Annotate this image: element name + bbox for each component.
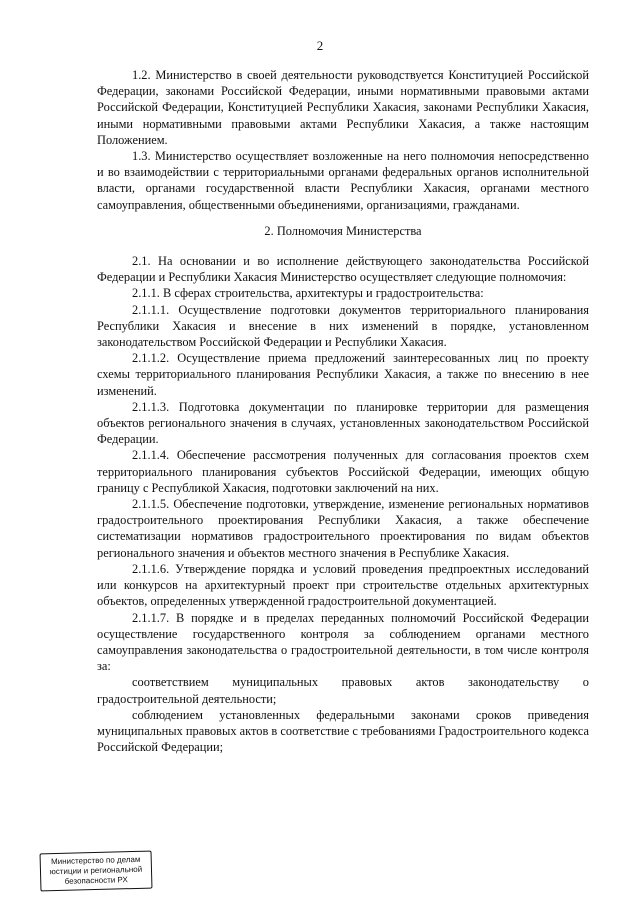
stamp-line-3: безопасности РХ xyxy=(64,875,128,886)
registration-stamp xyxy=(40,851,153,892)
paragraph-2-1-1-7: 2.1.1.7. В порядке и в пределах переданных полномочий Российской Федерации осуществление государственного контроля за соблюдением органами местного самоуправления законодательства о градостроительной деятельности, в том числе контроля за: xyxy=(97,610,589,674)
stamp-line-1: Министерство по делам xyxy=(50,854,141,867)
section-heading: 2. Полномочия Министерства xyxy=(264,223,422,238)
paragraph-1-3: 1.3. Министерство осуществляет возложенные на него полномочия непосредственно и во взаимодействии с территориальными органами федеральных органов исполнительной власти, органами государственной власти Республики Хакасия, органами местного самоуправления, общественными объединениями, организациями, гражданами. xyxy=(97,149,589,212)
page-number: 2 xyxy=(316,38,324,53)
control-item-2: соблюдением установленных федеральными законами сроков приведения муниципальных правовых актов в соответствие с требованиями Градостроительного кодекса Российской Федерации; xyxy=(97,707,589,755)
stamp-line-2: юстиции и региональной xyxy=(49,864,143,877)
paragraph-2-1-1: 2.1.1. В сферах строительства, архитектуры и градостроительства: xyxy=(132,286,484,301)
paragraph-1-2: 1.2. Министерство в своей деятельности руководствуется Конституцией Российской Федерации, законами Российской Федерации, иными нормативными правовыми актами Российской Федерации, Конституцией Республики Хакасия, законами Республики Хакасия, иными нормативными правовыми актами Республики Хакасия, а также настоящим Положением. xyxy=(97,68,589,147)
paragraph-2-1-1-6: 2.1.1.6. Утверждение порядка и условий проведения предпроектных исследований или конкурсов на архитектурный проект при строительстве отдельных архитектурных объектов, определенных утвержденной градостроительной документацией. xyxy=(97,561,589,609)
paragraph-2-1-1-1: 2.1.1.1. Осуществление подготовки документов территориального планирования Республики Хакасия и внесение в них изменений в порядке, установленном законодательством Российской Федерации и Республики Хакасия. xyxy=(97,302,589,350)
paragraph-2-1-1-3: 2.1.1.3. Подготовка документации по планировке территории для размещения объектов регионального значения в случаях, установленных законодательством Российской Федерации. xyxy=(97,399,589,447)
control-item-1: соответствием муниципальных правовых актов законодательству о градостроительной деятельности; xyxy=(97,675,589,706)
paragraph-2-1-1-2: 2.1.1.2. Осуществление приема предложений заинтересованных лиц по проекту схемы территориального планирования Республики Хакасия, а также по внесению в нее изменений. xyxy=(97,351,589,398)
paragraph-2-1-1-4: 2.1.1.4. Обеспечение рассмотрения полученных для согласования проектов схем территориального планирования субъектов Российской Федерации, имеющих общую границу с Республикой Хакасия, подготовки заключений на них. xyxy=(97,448,589,495)
paragraph-2-1: 2.1. На основании и во исполнение действующего законодательства Российской Федерации и Республики Хакасия Министерство осуществляет следующие полномочия: xyxy=(97,254,589,285)
paragraph-2-1-1-5: 2.1.1.5. Обеспечение подготовки, утверждение, изменение региональных нормативов градостроительного проектирования Республики Хакасия, а также обеспечение систематизации нормативов градостроительного проектирования по видам объектов регионального значения и объектов местного значения в Республике Хакасия. xyxy=(97,497,589,560)
document-body xyxy=(97,67,589,755)
